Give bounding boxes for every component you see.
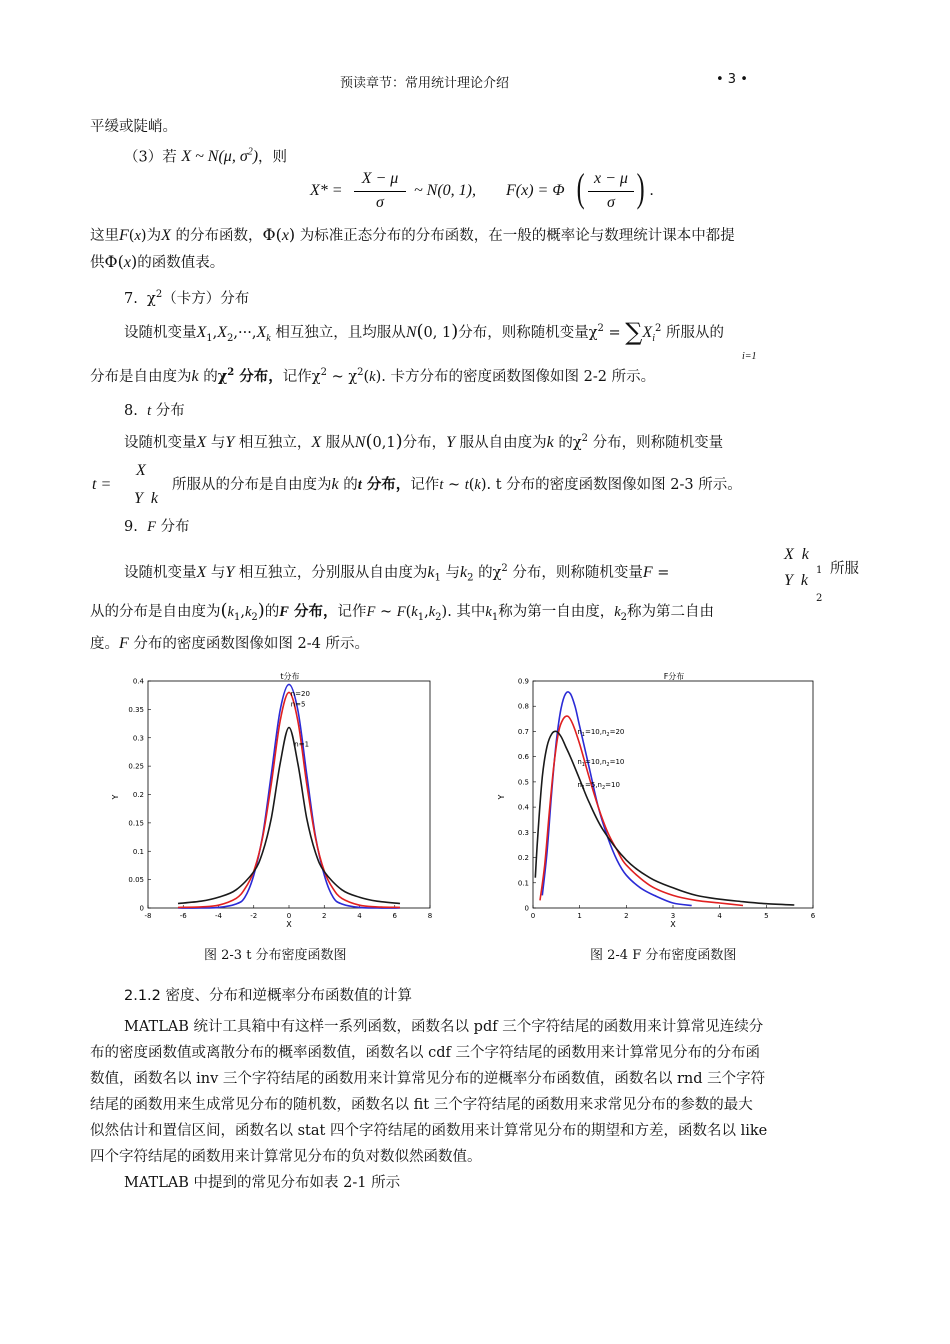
x-tick-label: 4 (717, 912, 722, 920)
x-tick-label: 5 (764, 912, 769, 920)
section-7-title: 7. $\chi^2$（卡方）分布 (124, 289, 250, 307)
series-label: $n_1=10,n_2=20$ (577, 727, 625, 738)
series-line (535, 731, 794, 905)
y-tick-label: 0.05 (128, 876, 144, 885)
header-title: 预读章节：常用统计理论介绍 (340, 76, 510, 91)
x-axis-label: X (286, 920, 292, 929)
figure-2-3-caption: 图 2-3 t 分布密度函数图 (204, 948, 347, 963)
x-tick-label: 8 (427, 912, 433, 920)
plot-frame (533, 681, 813, 908)
section-8-body: 设随机变量X 与Y 相互独立，X 服从N(0,1)分布，Y 服从自由度为k 的$\chi^2$ 分布，则称随机变量 t = X Y k 所服从的分布是自由度为k 的t 分布，记作t ~ t(k). t 分布的密度函数图像如图 2-3 所示。 (92, 430, 742, 507)
y-tick-label: 0.15 (128, 819, 144, 828)
x-tick-label: -6 (179, 912, 187, 920)
y-tick-label: 0 (139, 904, 144, 913)
figure-f-distribution (486, 665, 846, 935)
series-line (542, 692, 691, 906)
y-tick-label: 0.3 (517, 828, 529, 837)
y-tick-label: 0.2 (132, 791, 144, 799)
y-tick-label: 0.35 (128, 705, 144, 714)
series-label: $n_1=5,n_2=10$ (577, 780, 620, 791)
x-tick-label: 3 (670, 912, 676, 920)
chart-title: t分布 (280, 672, 300, 681)
y-tick-label: 0.4 (517, 803, 529, 812)
chart-title: F分布 (663, 672, 685, 681)
y-axis-label: Y (111, 794, 120, 800)
x-tick-label: -2 (250, 912, 258, 920)
series-line (178, 684, 400, 908)
y-tick-label: 0.8 (517, 702, 529, 711)
series-label: n=5 (290, 700, 306, 709)
y-tick-label: 0.1 (132, 847, 144, 856)
page-number: • 3 • (716, 72, 748, 87)
paragraph-distribution-function: 这里F(x)为X 的分布函数，Φ(x) 为标准正态分布的分布函数，在一般的概率论与数理统计课本中都提 供Φ(x)的函数值表。 (90, 225, 735, 271)
y-tick-label: 0.7 (517, 727, 529, 736)
y-tick-label: 0.4 (132, 677, 144, 686)
x-tick-label: 2 (624, 912, 629, 920)
paragraph-last: MATLAB 中提到的常见分布如表 2-1 所示 (124, 1175, 401, 1191)
series-line (178, 728, 400, 904)
item3-prefix: （3）若 (124, 149, 177, 166)
x-tick-label: 6 (810, 912, 816, 920)
series-label: n=1 (294, 740, 310, 749)
item-3: （3）若 X ~ N(μ, $\sigma^2$)，则 (124, 147, 288, 166)
y-tick-label: 0.5 (517, 778, 529, 787)
figure-2-4-caption: 图 2-4 F 分布密度函数图 (590, 948, 737, 963)
x-tick-label: -8 (144, 912, 152, 920)
y-tick-label: 0.1 (517, 879, 529, 888)
paragraph-intro: 平缓或陡峭。 (90, 119, 177, 135)
y-axis-label: Y (497, 794, 506, 800)
y-tick-label: 0.9 (517, 677, 529, 686)
series-line (178, 689, 400, 907)
section-9-body: 设随机变量X 与Y 相互独立，分别服从自由度为$k_1$ 与$k_2$ 的$\chi^2$ 分布，则称随机变量F = X k 1 Y k 2 所服 从的分布是自由度为$(k_1,k_2)$的F 分布，记作F ~ $F(k_1,k_2)$. 其中$k_1$称为第一自由度，$k_2$称为第二自由 度。F 分布的密度函数图像如图 2-4 所示。 (90, 546, 859, 652)
x-tick-label: 2 (322, 912, 327, 920)
plot-frame (148, 681, 430, 908)
y-tick-label: 0.3 (132, 734, 144, 743)
display-formula: X* = X − μ σ ~ N(0, 1), F(x) = Φ ( x − μ σ ) . (310, 165, 654, 211)
x-tick-label: -4 (215, 912, 222, 920)
figure-t-distribution (100, 665, 460, 935)
series-label: $n_1=10,n_2=10$ (577, 758, 625, 769)
x-tick-label: 0 (286, 912, 292, 920)
y-tick-label: 0.25 (128, 762, 144, 771)
x-tick-label: 0 (530, 912, 536, 920)
section-7-body: 设随机变量$X_1,X_2,\cdot\cdot\cdot,X_k$ 相互独立，且均服从N(0, 1)分布，则称随机变量$\chi^2 = \sum X_i^2$ 所服从的 i=1 分布是自由度为k 的$\chi^2$ 分布，记作$\chi^2$ ~ $\chi^2(k)$. 卡方分布的密度函数图像如图 2-2 所示。 (90, 318, 757, 385)
section-2-1-2-title: 2.1.2 密度、分布和逆概率分布函数值的计算 (124, 988, 413, 1004)
y-tick-label: 0.6 (517, 753, 529, 762)
y-tick-label: 0 (524, 904, 529, 913)
section-2-1-2-body: MATLAB 统计工具箱中有这样一系列函数，函数名以 pdf 三个字符结尾的函数用来计算常见连续分 布的密度函数值或离散分布的概率函数值，函数名以 cdf 三个字符结尾的函数用来计算常见分布的分布函 数值，函数名以 inv 三个字符结尾的函数用来计算常见分布的逆概率分布函数值，函数名以 rnd 三个字符 结尾的函数用来生成常见分布的随机数，函数名以 fit 三个字符结尾的函数用来求常见分布的参数的最大 似然估计和置信区间，函数名以 stat 四个字符结尾的函数用来计算常见分布的期望和方差，函数名以 like 四个字符结尾的函数用来计算常见分布的负对数似然函数值。 (90, 1019, 768, 1165)
series-line (540, 716, 743, 905)
item3-condition: X ~ N(μ, $\sigma^2$) (181, 147, 259, 166)
x-axis-label: X (670, 920, 676, 929)
series-label: n=20 (290, 689, 310, 698)
x-tick-label: 1 (577, 912, 582, 920)
x-tick-label: 6 (392, 912, 397, 920)
section-8-title: 8. t 分布 (124, 403, 185, 419)
x-tick-label: 4 (357, 912, 362, 920)
section-9-title: 9. F 分布 (124, 519, 190, 535)
y-tick-label: 0.2 (517, 854, 529, 863)
